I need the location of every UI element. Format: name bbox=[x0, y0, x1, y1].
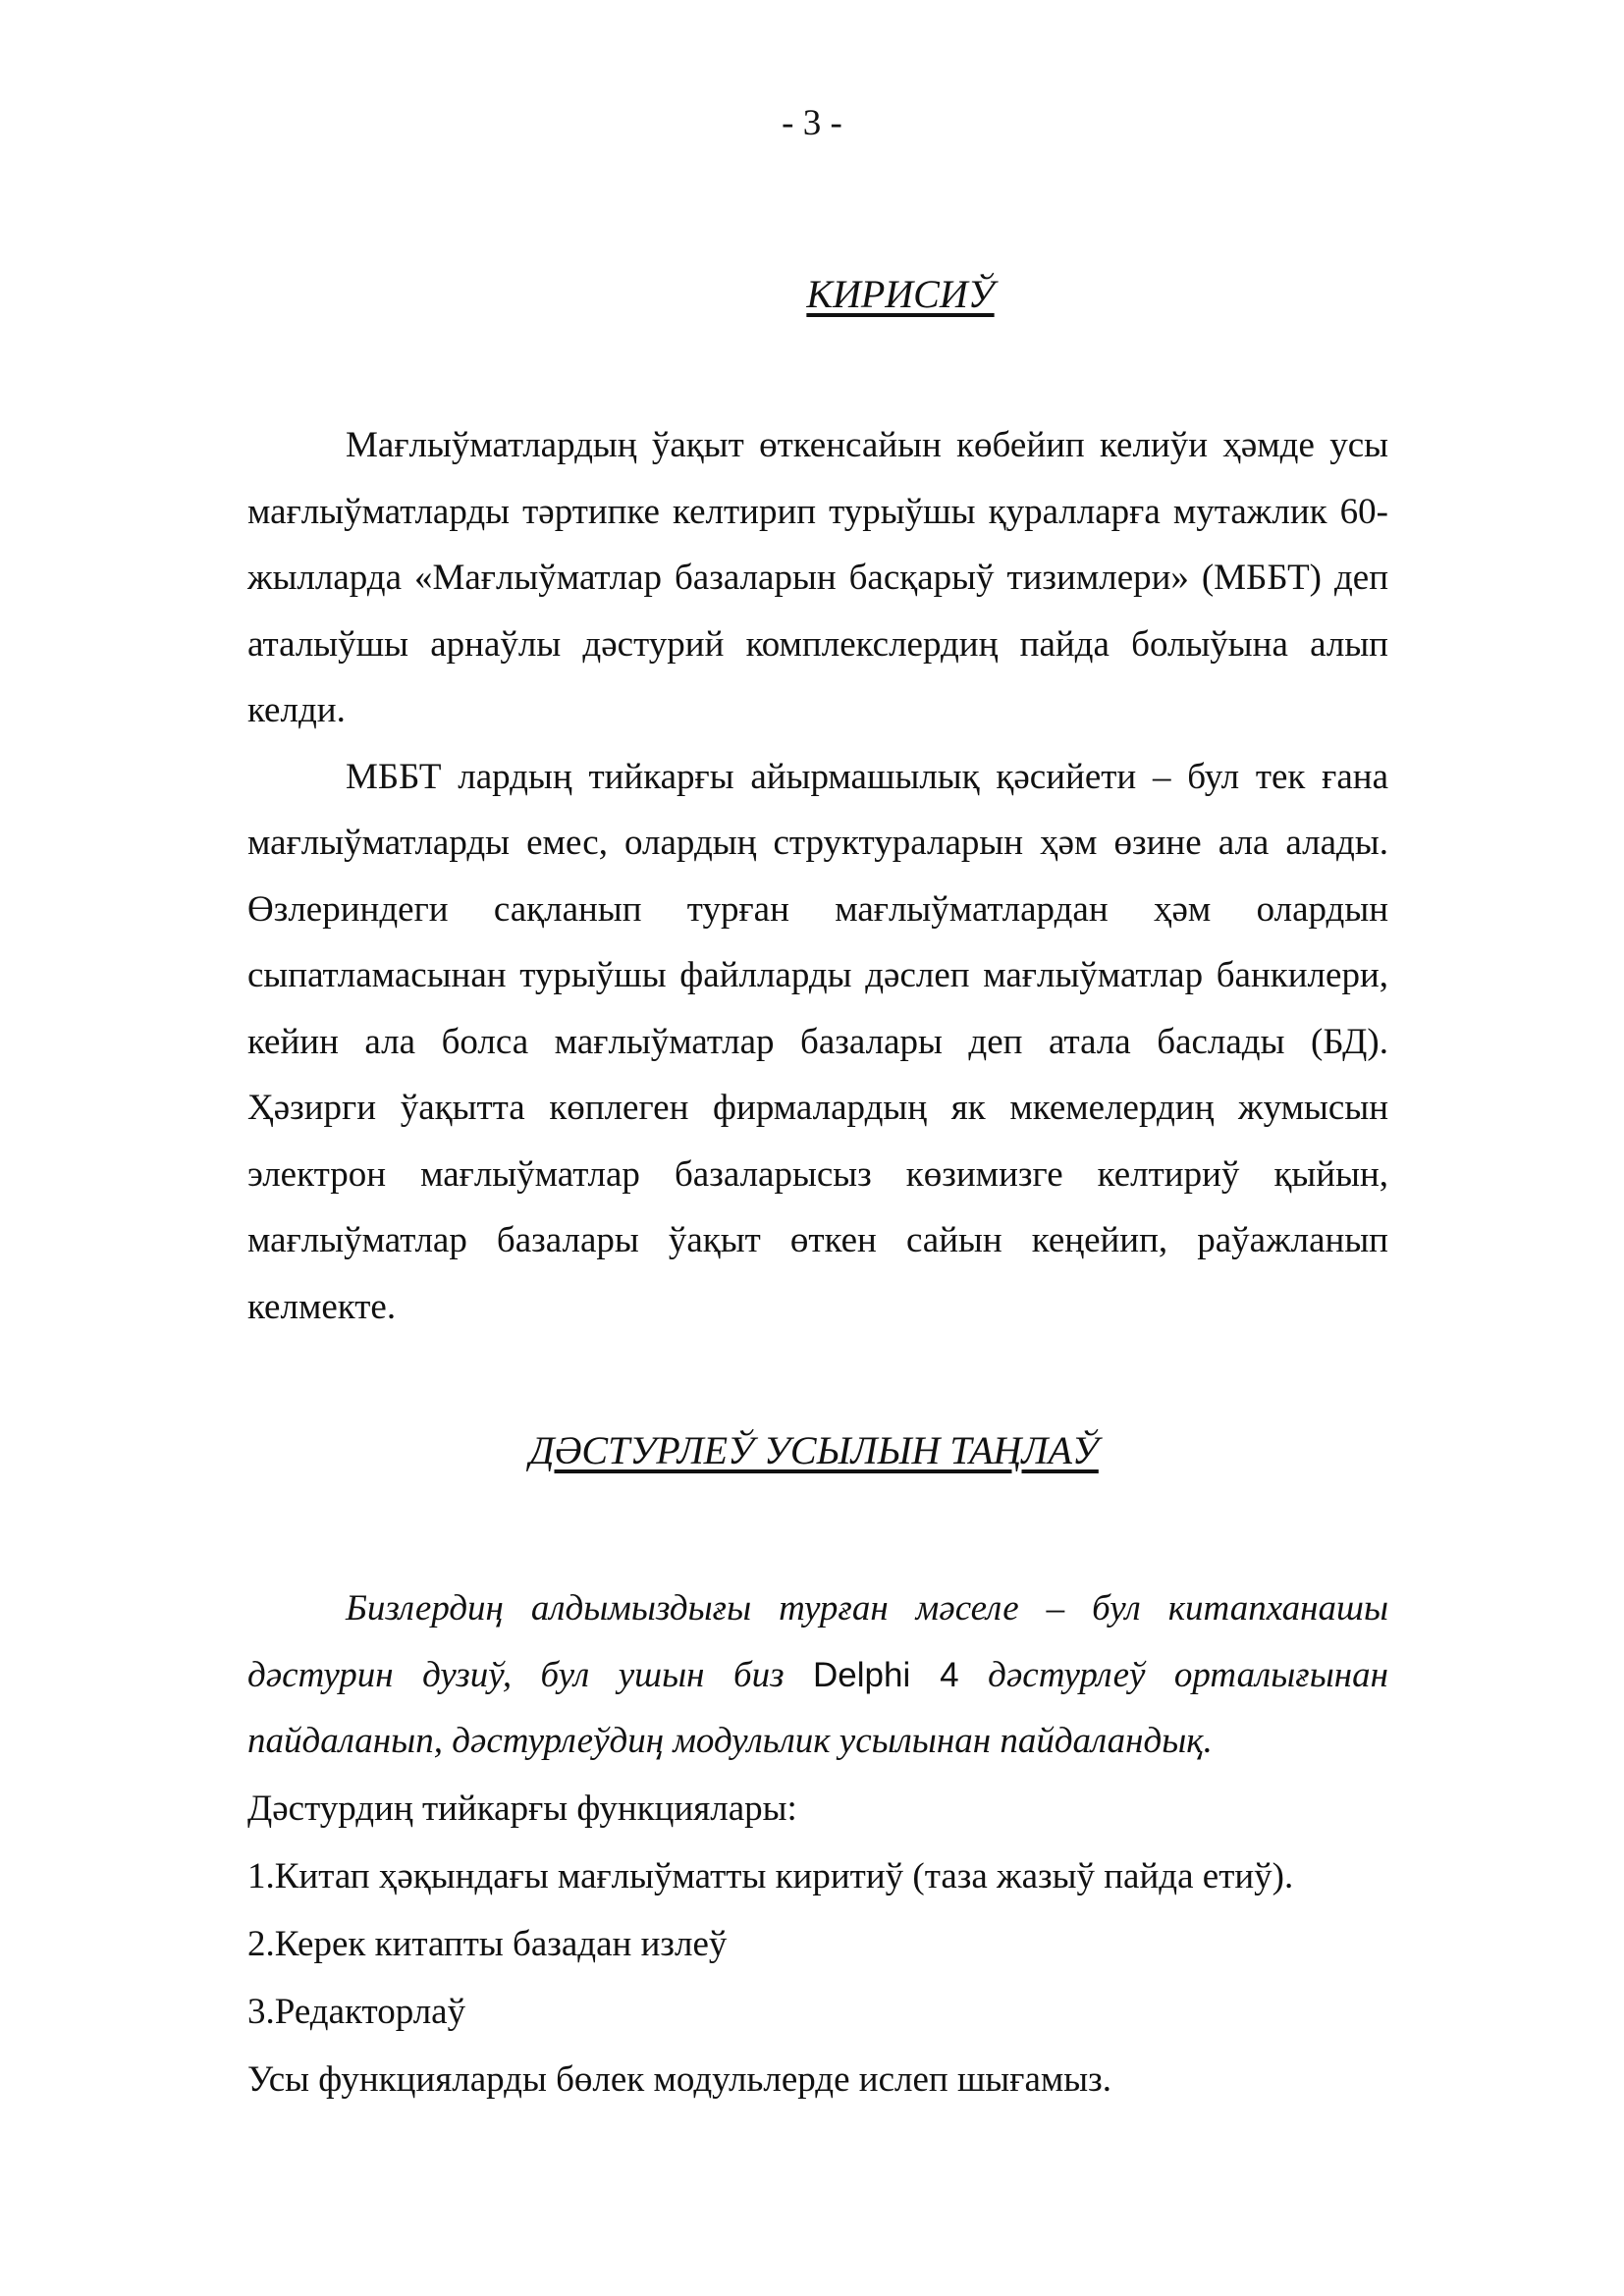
function-item-1: 1.Китап ҳәқындағы мағлыўматты киритиў (таза жазыў пайда етиў). bbox=[247, 1855, 1294, 1896]
page-number: - 3 - bbox=[782, 103, 842, 143]
intro-text-after: дәстурлеў орталығынан пайдаланып, дәстурлеўдиң модульлик усылынан пайдаландық. bbox=[247, 1654, 1388, 1761]
closing-line: Усы функцияларды бөлек модульлерде ислеп шығамыз. bbox=[247, 2058, 1112, 2100]
intro-text-before: Бизлердиң алдымыздығы турған мәселе – бул китапханашы дәстурин дузиў, бул ушын биз bbox=[247, 1588, 1388, 1695]
programming-method-intro bbox=[247, 1575, 1388, 1775]
introduction-paragraph-1: Мағлыўматлардың ўақыт өткенсайын көбейип келиўи ҳәмде усы мағлыўматларды тәртипке келтирип турыўшы қуралларға мутажлик 60-жылларда «Мағлыўматлар базаларын басқарыў тизимлери» (МББТ) деп аталыўшы арнаўлы дәстурий комплекслердиң пайда болыўына алып келди. bbox=[247, 425, 1388, 730]
section-heading-programming-method: ДӘСТУРЛЕЎ УСЫЛЫН ТАҢЛАЎ bbox=[529, 1428, 1099, 1472]
section-heading-introduction: КИРИСИЎ bbox=[806, 272, 995, 316]
delphi-name: Delphi 4 bbox=[813, 1655, 959, 1694]
function-item-2: 2.Керек китапты базадан излеў bbox=[247, 1923, 728, 1964]
functions-title: Дәстурдиң тийкарғы функциялары: bbox=[247, 1788, 797, 1829]
introduction-paragraph-2: МББТ лардың тийкарғы айырмашылық қәсийети – бул тек ғана мағлыўматларды емес, олардың структураларын ҳәм өзине ала алады. Өзлериндеги сақланып турған мағлыўматлардан ҳәм олардын сыпатламасынан турыўшы файлларды дәслеп мағлыўматлар банкилери, кейин ала болса мағлыўматлар базалары деп атала баслады (БД). Ҳәзирги ўақытта көплеген фирмалардың як мкемелердиң жумысын электрон мағлыўматлар базаларысыз көзимизге келтириў қыйын, мағлыўматлар базалары ўақыт өткен сайын кеңейип, раўажланып келмекте. bbox=[247, 756, 1388, 1327]
programming-method-body bbox=[247, 1575, 1388, 2113]
function-item-3: 3.Редакторлаў bbox=[247, 1991, 466, 2032]
introduction-body bbox=[247, 412, 1388, 1340]
